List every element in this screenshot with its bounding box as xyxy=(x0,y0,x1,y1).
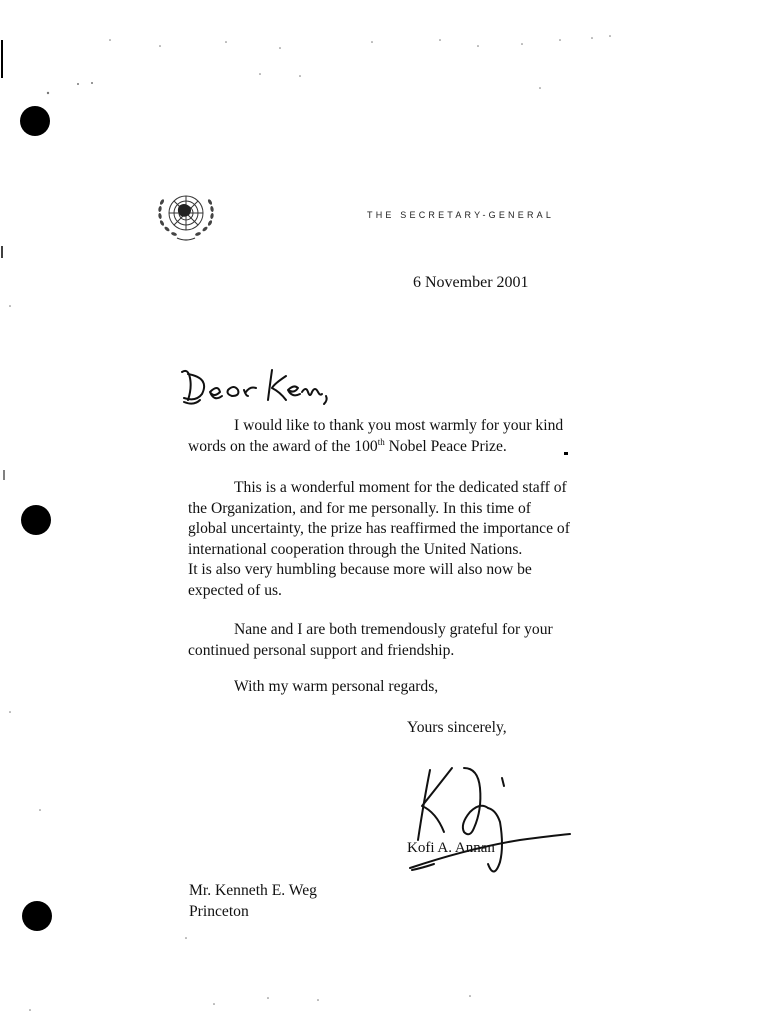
paragraph-line: the Organization, and for me personally. In this time of xyxy=(188,499,531,517)
paragraph-grateful xyxy=(188,620,608,661)
paragraph-line: It is also very humbling because more will also now be xyxy=(188,561,532,578)
paragraph-line: global uncertainty, the prize has reaffirmed the importance of xyxy=(188,520,570,537)
paragraph-line: words on the award of the 100th Nobel Peace Prize. xyxy=(188,436,507,455)
paragraph-line: This is a wonderful moment for the dedicated staff of xyxy=(234,479,567,496)
paragraph-thanks xyxy=(188,416,608,457)
recipient-city: Princeton xyxy=(189,903,249,920)
un-emblem-icon xyxy=(153,186,219,244)
handwritten-salutation xyxy=(176,362,346,412)
paragraph-line: continued personal support and friendship. xyxy=(188,641,455,659)
recipient-address xyxy=(189,880,317,922)
handwritten-signature xyxy=(392,758,577,888)
paragraph-wonderful-moment xyxy=(188,478,608,601)
sign-off: Yours sincerely, xyxy=(407,719,507,736)
signatory-name: Kofi A. Annan xyxy=(407,840,495,856)
paragraph-line: Nane and I are both tremendously grateful for your xyxy=(234,621,553,638)
closing-regards: With my warm personal regards, xyxy=(234,678,439,695)
paragraph-line: international cooperation through the United Nations. xyxy=(188,540,523,558)
letterhead-title: THE SECRETARY-GENERAL xyxy=(367,210,555,220)
paragraph-line: expected of us. xyxy=(188,581,282,599)
paragraph-line: I would like to thank you most warmly for your kind xyxy=(234,417,564,434)
recipient-name: Mr. Kenneth E. Weg xyxy=(189,882,317,899)
letter-date: 6 November 2001 xyxy=(413,274,529,291)
ordinal-suffix: th xyxy=(377,436,385,447)
